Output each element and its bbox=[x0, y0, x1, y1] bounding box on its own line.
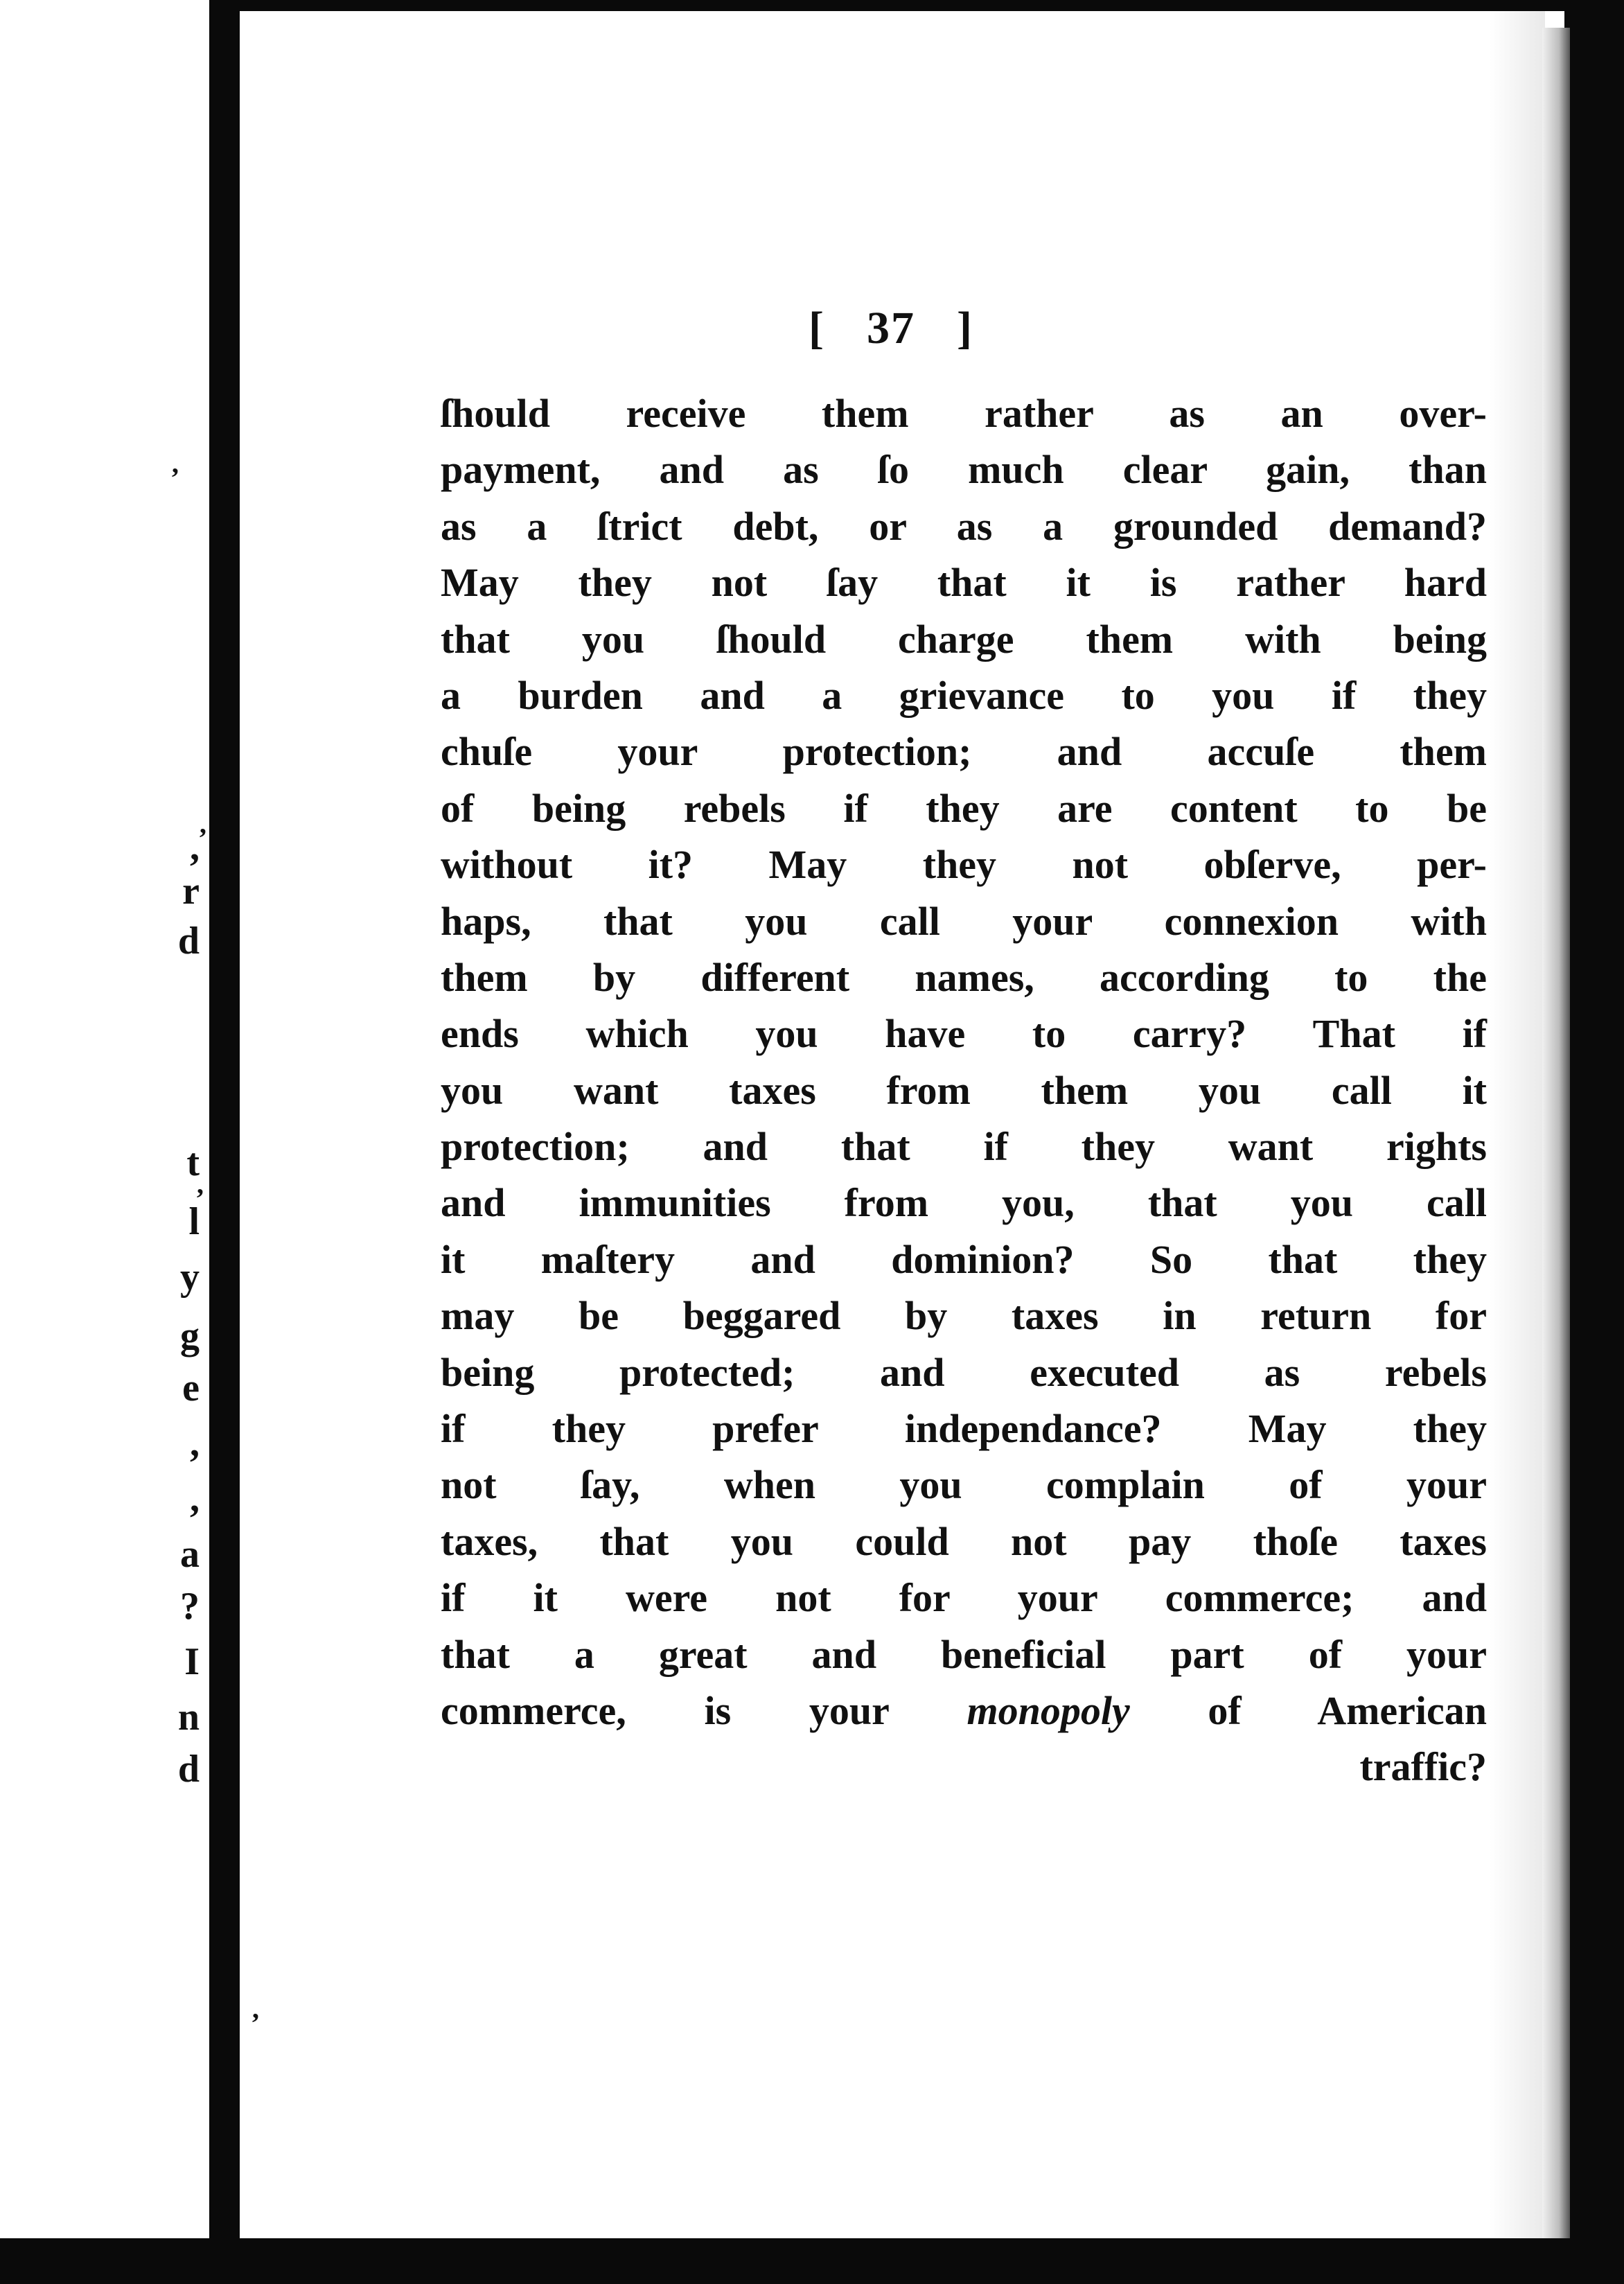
text-line: them by different names, according to the bbox=[441, 954, 1487, 1000]
facing-page-fragment: l bbox=[188, 1200, 200, 1243]
line-text-after: of American bbox=[1129, 1687, 1487, 1733]
ink-speck: ʼ bbox=[198, 823, 208, 854]
facing-page-fragment: e bbox=[182, 1367, 200, 1409]
facing-page-fragment: t bbox=[186, 1141, 200, 1184]
text-line: chuſe your protection; and accuſe them bbox=[441, 729, 1487, 775]
facing-page-fragment: , bbox=[190, 1477, 200, 1520]
facing-page-fragment: g bbox=[180, 1315, 200, 1358]
text-line: payment, and as ſo much clear gain, than bbox=[441, 447, 1487, 493]
facing-page-fragment: r bbox=[182, 870, 200, 913]
text-line: of being rebels if they are content to be bbox=[441, 785, 1487, 831]
ink-speck: ʼ bbox=[195, 1183, 205, 1214]
text-line: a burden and a grievance to you if they bbox=[441, 672, 1487, 718]
text-line: may be beggared by taxes in return for bbox=[441, 1293, 1487, 1339]
text-line: it maſtery and dominion? So that they bbox=[441, 1236, 1487, 1282]
facing-page-fragment: I bbox=[184, 1640, 200, 1683]
facing-page-fragment: , bbox=[190, 826, 200, 869]
text-line: haps, that you call your connexion with bbox=[441, 898, 1487, 944]
text-line: you want taxes from them you call it bbox=[441, 1067, 1487, 1113]
text-line: being protected; and executed as rebels bbox=[441, 1349, 1487, 1395]
page-header bbox=[240, 302, 1542, 355]
page-stack-edge bbox=[1542, 28, 1570, 2238]
text-line: ſhould receive them rather as an over- bbox=[441, 391, 1487, 436]
ink-speck: ʼ bbox=[251, 2008, 261, 2039]
scan-top-border bbox=[240, 0, 1564, 11]
text-line: without it? May they not obſerve, per- bbox=[441, 842, 1487, 888]
text-line: that a great and beneficial part of your bbox=[441, 1631, 1487, 1677]
text-line: if they prefer independance? May they bbox=[441, 1406, 1487, 1452]
header-bracket-close: ] bbox=[957, 303, 973, 353]
header-bracket-open: [ bbox=[809, 303, 825, 353]
facing-page-fragment: n bbox=[177, 1696, 200, 1739]
text-line: that you ſhould charge them with being bbox=[441, 616, 1487, 662]
text-line: protection; and that if they want rights bbox=[441, 1124, 1487, 1170]
facing-page-fragment: ? bbox=[180, 1585, 200, 1628]
facing-page-fragment: y bbox=[180, 1256, 200, 1299]
italic-word: monopoly bbox=[967, 1687, 1130, 1733]
book-gutter bbox=[209, 0, 240, 2284]
facing-page-fragment: d bbox=[177, 920, 200, 963]
text-line: taxes, that you could not pay thoſe taxes bbox=[441, 1518, 1487, 1564]
text-line: May they not ſay that it is rather hard bbox=[441, 560, 1487, 606]
book-page bbox=[170, 11, 1542, 2238]
scan-right-border bbox=[1564, 0, 1624, 2284]
text-line: if it were not for your commerce; and bbox=[441, 1575, 1487, 1621]
body-text bbox=[441, 385, 1487, 1795]
text-line: not ſay, when you complain of your bbox=[441, 1462, 1487, 1508]
facing-page-fragment: , bbox=[190, 1422, 200, 1465]
facing-page-fragment: a bbox=[180, 1533, 200, 1576]
line-text-before: commerce, is your bbox=[441, 1687, 967, 1733]
facing-page-fragment: d bbox=[177, 1748, 200, 1791]
ink-speck: ʼ bbox=[170, 462, 180, 493]
scan-bottom-border bbox=[0, 2238, 1624, 2284]
text-line-with-italic bbox=[441, 1683, 1487, 1739]
text-line: and immunities from you, that you call bbox=[441, 1180, 1487, 1226]
page-number: 37 bbox=[867, 303, 915, 353]
facing-page-left bbox=[0, 0, 209, 2238]
catchword: traffic? bbox=[1359, 1744, 1487, 1790]
text-line: ends which you have to carry? That if bbox=[441, 1011, 1487, 1057]
text-line: as a ſtrict debt, or as a grounded demand? bbox=[441, 503, 1487, 549]
